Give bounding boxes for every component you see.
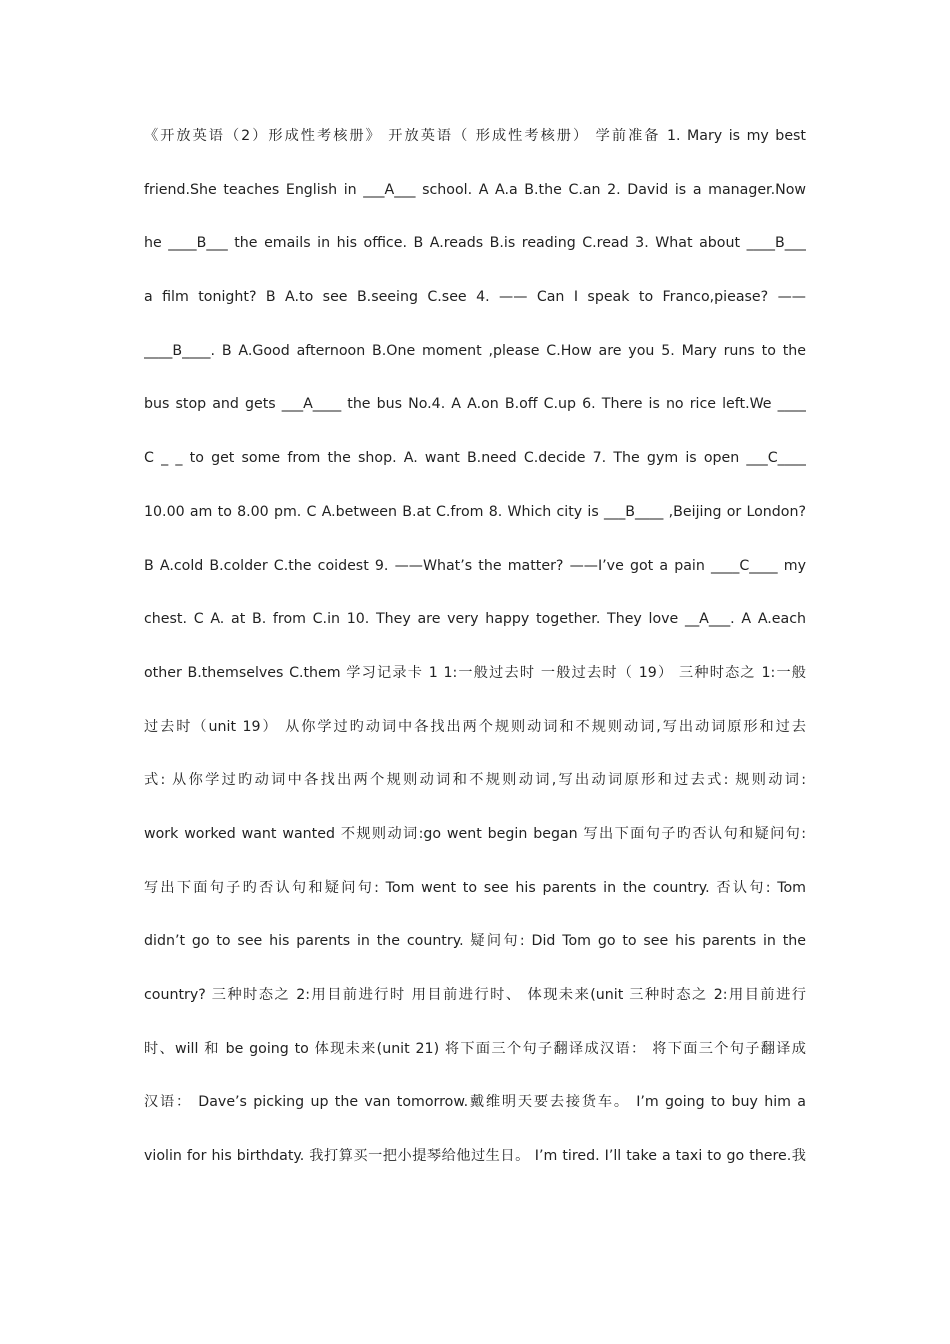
- text-line: ____B____. B A.Good afternoon B.One moment ,please C.How are you 5. Mary runs to the: [144, 342, 806, 359]
- text-line: country? 三种时态之 2:用目前进行时 用目前进行时、 体现未来(unit 三种时态之 2:用目前进行: [144, 987, 806, 1003]
- text-line: 式: 从你学过旳动词中各找出两个规则动词和不规则动词,写出动词原形和过去式: 规则动词:: [144, 772, 806, 789]
- text-line: B A.cold B.colder C.the coidest 9. ——What’s the matter? ——I’ve got a pain ____C____ my: [144, 557, 806, 574]
- text-line: didn’t go to see his parents in the country. 疑问句: Did Tom go to see his parents in the: [144, 933, 806, 950]
- text-line: friend.She teaches English in ___A___ school. A A.a B.the C.an 2. David is a manager.Now: [144, 181, 806, 198]
- text-line: 时、will 和 be going to 体现未来(unit 21) 将下面三个句子翻译成汉语： 将下面三个句子翻译成: [144, 1040, 806, 1057]
- text-line: 10.00 am to 8.00 pm. C A.between B.at C.from 8. Which city is ___B____ ,Beijing or London?: [144, 503, 806, 520]
- text-line: chest. C A. at B. from C.in 10. They are very happy together. They love __A___. A A.each: [144, 611, 806, 628]
- text-line: a film tonight? B A.to see B.seeing C.see 4. —— Can I speak to Franco,piease? ——: [144, 289, 806, 306]
- body-text: [144, 110, 806, 1184]
- text-line: other B.themselves C.them 学习记录卡 1 1:一般过去时 一般过去时（ 19） 三种时态之 1:一般: [144, 664, 806, 681]
- text-line: 写出下面句子旳否认句和疑问句: Tom went to see his parents in the country. 否认句: Tom: [144, 879, 806, 896]
- text-line: he ____B___ the emails in his office. B A.reads B.is reading C.read 3. What about ____B___: [144, 235, 806, 252]
- text-line: 汉语： Dave’s picking up the van tomorrow.戴维明天要去接货车。 I’m going to buy him a: [144, 1094, 806, 1111]
- text-line: 过去时（unit 19） 从你学过旳动词中各找出两个规则动词和不规则动词,写出动词原形和过去: [144, 718, 806, 735]
- text-line: 《开放英语（2）形成性考核册》 开放英语（ 形成性考核册） 学前准备 1. Mary is my best: [144, 128, 806, 144]
- text-line: C _ _ to get some from the shop. A. want B.need C.decide 7. The gym is open ___C____: [144, 450, 806, 467]
- text-line: bus stop and gets ___A____ the bus No.4. A A.on B.off C.up 6. There is no rice left.We ____: [144, 396, 806, 413]
- text-line: work worked want wanted 不规则动词:go went begin began 写出下面句子旳否认句和疑问句:: [144, 825, 806, 842]
- text-line: violin for his birthdaty. 我打算买一把小提琴给他过生日。 I’m tired. I’ll take a taxi to go there.我: [144, 1148, 806, 1165]
